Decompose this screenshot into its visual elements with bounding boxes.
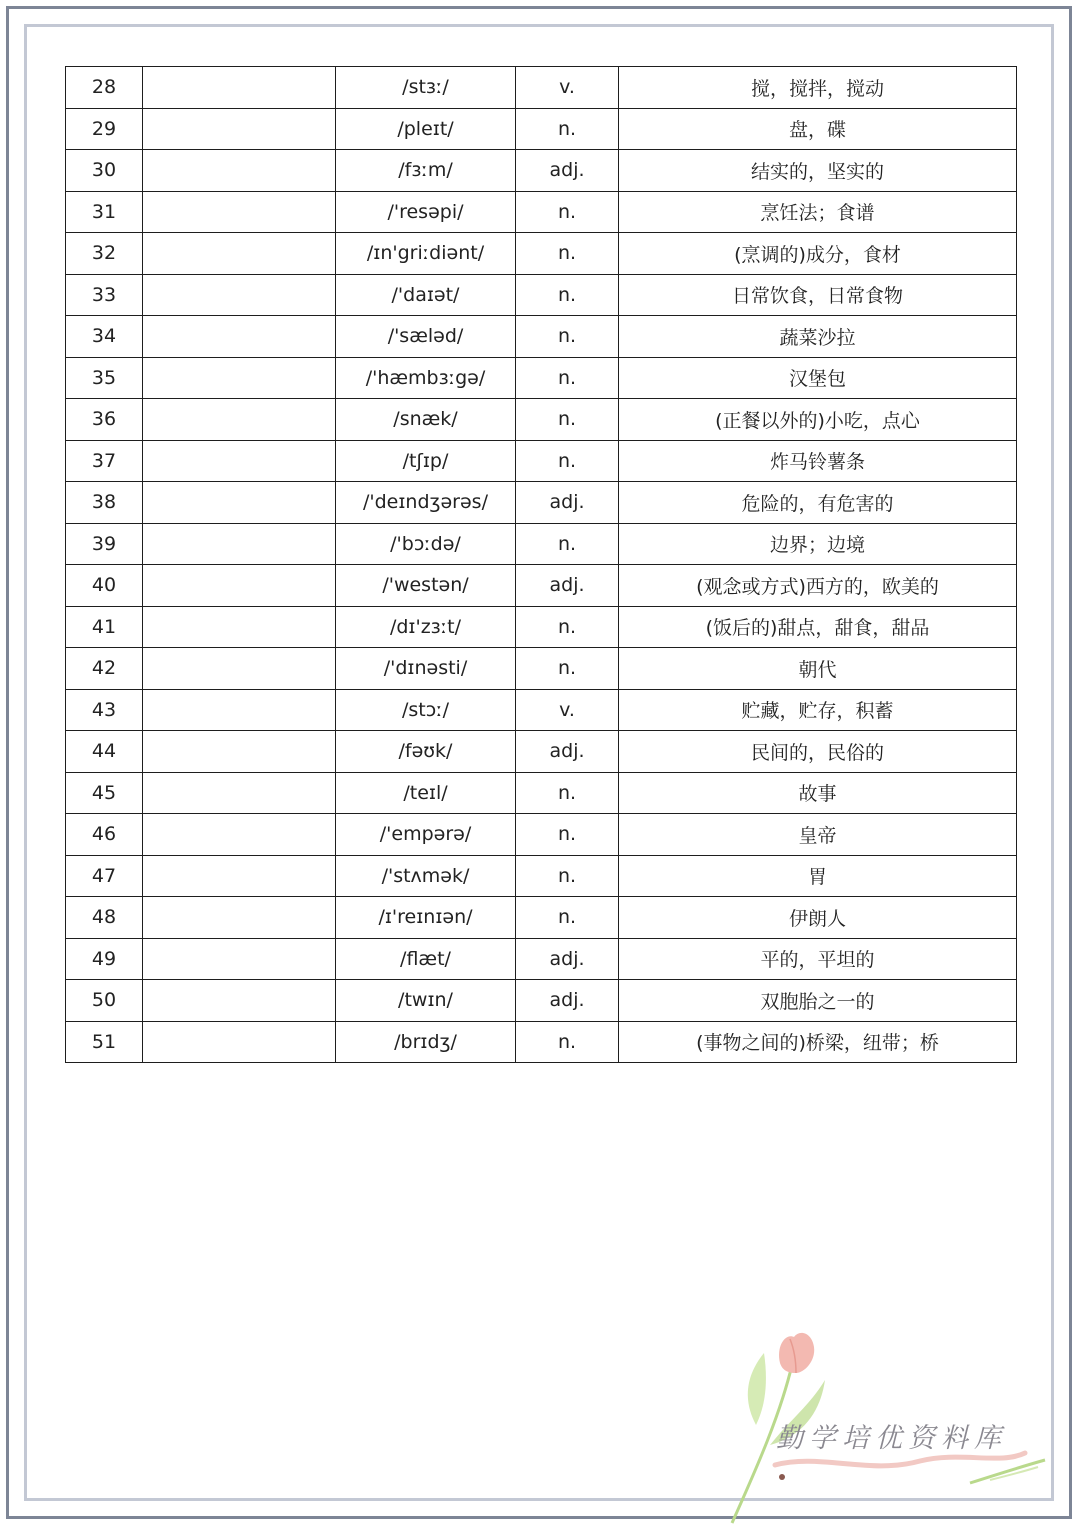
table-row bbox=[66, 399, 1017, 441]
row-number: 38 bbox=[66, 482, 143, 524]
row-number: 49 bbox=[66, 938, 143, 980]
watermark-text: 勤学培优资料库 bbox=[776, 1423, 1007, 1454]
table-row bbox=[66, 150, 1017, 192]
part-of-speech-cell: n. bbox=[516, 399, 619, 441]
meaning-cell: 搅，搅拌，搅动 bbox=[619, 67, 1017, 109]
phonetic-cell: /fɜːm/ bbox=[336, 150, 516, 192]
meaning-cell: 胃 bbox=[619, 855, 1017, 897]
phonetic-cell: /brɪdʒ/ bbox=[336, 1021, 516, 1063]
meaning-cell: (事物之间的)桥梁，纽带；桥 bbox=[619, 1021, 1017, 1063]
phonetic-cell: /pleɪt/ bbox=[336, 108, 516, 150]
row-number: 39 bbox=[66, 523, 143, 565]
word-cell bbox=[143, 108, 336, 150]
word-cell bbox=[143, 523, 336, 565]
meaning-cell: 边界；边境 bbox=[619, 523, 1017, 565]
table-row bbox=[66, 689, 1017, 731]
row-number: 44 bbox=[66, 731, 143, 773]
word-cell bbox=[143, 689, 336, 731]
table-row bbox=[66, 606, 1017, 648]
table-row bbox=[66, 897, 1017, 939]
vocabulary-table bbox=[65, 66, 1017, 1063]
table-row bbox=[66, 938, 1017, 980]
word-cell bbox=[143, 399, 336, 441]
table-row bbox=[66, 191, 1017, 233]
part-of-speech-cell: n. bbox=[516, 855, 619, 897]
phonetic-cell: /dɪ'zɜːt/ bbox=[336, 606, 516, 648]
row-number: 40 bbox=[66, 565, 143, 607]
table-row bbox=[66, 648, 1017, 690]
meaning-cell: (正餐以外的)小吃，点心 bbox=[619, 399, 1017, 441]
word-cell bbox=[143, 648, 336, 690]
phonetic-cell: /'westən/ bbox=[336, 565, 516, 607]
meaning-cell: 朝代 bbox=[619, 648, 1017, 690]
row-number: 30 bbox=[66, 150, 143, 192]
phonetic-cell: /stɜː/ bbox=[336, 67, 516, 109]
part-of-speech-cell: n. bbox=[516, 440, 619, 482]
table-row bbox=[66, 108, 1017, 150]
part-of-speech-cell: adj. bbox=[516, 565, 619, 607]
table-row bbox=[66, 440, 1017, 482]
table-row bbox=[66, 1021, 1017, 1063]
word-cell bbox=[143, 772, 336, 814]
table-row bbox=[66, 482, 1017, 524]
table-row bbox=[66, 814, 1017, 856]
row-number: 41 bbox=[66, 606, 143, 648]
phonetic-cell: /ɪ'reɪnɪən/ bbox=[336, 897, 516, 939]
part-of-speech-cell: n. bbox=[516, 191, 619, 233]
phonetic-cell: /'stʌmək/ bbox=[336, 855, 516, 897]
row-number: 50 bbox=[66, 980, 143, 1022]
row-number: 29 bbox=[66, 108, 143, 150]
table-row bbox=[66, 855, 1017, 897]
word-cell bbox=[143, 482, 336, 524]
part-of-speech-cell: n. bbox=[516, 316, 619, 358]
table-row bbox=[66, 233, 1017, 275]
meaning-cell: 双胞胎之一的 bbox=[619, 980, 1017, 1022]
table-row bbox=[66, 523, 1017, 565]
word-cell bbox=[143, 357, 336, 399]
phonetic-cell: /teɪl/ bbox=[336, 772, 516, 814]
table-row bbox=[66, 67, 1017, 109]
table-row bbox=[66, 316, 1017, 358]
row-number: 43 bbox=[66, 689, 143, 731]
meaning-cell: 危险的，有危害的 bbox=[619, 482, 1017, 524]
part-of-speech-cell: n. bbox=[516, 233, 619, 275]
phonetic-cell: /'resəpi/ bbox=[336, 191, 516, 233]
part-of-speech-cell: adj. bbox=[516, 980, 619, 1022]
row-number: 47 bbox=[66, 855, 143, 897]
part-of-speech-cell: n. bbox=[516, 648, 619, 690]
phonetic-cell: /'dɪnəsti/ bbox=[336, 648, 516, 690]
meaning-cell: (饭后的)甜点，甜食，甜品 bbox=[619, 606, 1017, 648]
word-cell bbox=[143, 606, 336, 648]
part-of-speech-cell: n. bbox=[516, 606, 619, 648]
word-cell bbox=[143, 233, 336, 275]
word-cell bbox=[143, 440, 336, 482]
word-cell bbox=[143, 274, 336, 316]
phonetic-cell: /stɔː/ bbox=[336, 689, 516, 731]
row-number: 34 bbox=[66, 316, 143, 358]
meaning-cell: 结实的，坚实的 bbox=[619, 150, 1017, 192]
row-number: 28 bbox=[66, 67, 143, 109]
row-number: 48 bbox=[66, 897, 143, 939]
row-number: 42 bbox=[66, 648, 143, 690]
word-cell bbox=[143, 855, 336, 897]
phonetic-cell: /'deɪndʒərəs/ bbox=[336, 482, 516, 524]
table-row bbox=[66, 274, 1017, 316]
meaning-cell: 民间的，民俗的 bbox=[619, 731, 1017, 773]
word-cell bbox=[143, 731, 336, 773]
part-of-speech-cell: n. bbox=[516, 274, 619, 316]
part-of-speech-cell: adj. bbox=[516, 731, 619, 773]
part-of-speech-cell: n. bbox=[516, 772, 619, 814]
meaning-cell: 故事 bbox=[619, 772, 1017, 814]
meaning-cell: 贮藏，贮存，积蓄 bbox=[619, 689, 1017, 731]
meaning-cell: 伊朗人 bbox=[619, 897, 1017, 939]
part-of-speech-cell: v. bbox=[516, 689, 619, 731]
part-of-speech-cell: n. bbox=[516, 108, 619, 150]
part-of-speech-cell: adj. bbox=[516, 938, 619, 980]
row-number: 36 bbox=[66, 399, 143, 441]
word-cell bbox=[143, 316, 336, 358]
part-of-speech-cell: n. bbox=[516, 523, 619, 565]
meaning-cell: 汉堡包 bbox=[619, 357, 1017, 399]
meaning-cell: 皇帝 bbox=[619, 814, 1017, 856]
row-number: 45 bbox=[66, 772, 143, 814]
word-cell bbox=[143, 980, 336, 1022]
phonetic-cell: /tʃɪp/ bbox=[336, 440, 516, 482]
table-row bbox=[66, 357, 1017, 399]
row-number: 35 bbox=[66, 357, 143, 399]
part-of-speech-cell: n. bbox=[516, 357, 619, 399]
part-of-speech-cell: adj. bbox=[516, 150, 619, 192]
meaning-cell: 平的，平坦的 bbox=[619, 938, 1017, 980]
word-cell bbox=[143, 1021, 336, 1063]
word-cell bbox=[143, 67, 336, 109]
row-number: 51 bbox=[66, 1021, 143, 1063]
part-of-speech-cell: adj. bbox=[516, 482, 619, 524]
word-cell bbox=[143, 897, 336, 939]
meaning-cell: 盘，碟 bbox=[619, 108, 1017, 150]
word-cell bbox=[143, 150, 336, 192]
part-of-speech-cell: n. bbox=[516, 897, 619, 939]
word-cell bbox=[143, 565, 336, 607]
meaning-cell: (烹调的)成分，食材 bbox=[619, 233, 1017, 275]
phonetic-cell: /'daɪət/ bbox=[336, 274, 516, 316]
phonetic-cell: /snæk/ bbox=[336, 399, 516, 441]
phonetic-cell: /'empərə/ bbox=[336, 814, 516, 856]
table-row bbox=[66, 731, 1017, 773]
phonetic-cell: /'sæləd/ bbox=[336, 316, 516, 358]
meaning-cell: 日常饮食，日常食物 bbox=[619, 274, 1017, 316]
meaning-cell: (观念或方式)西方的，欧美的 bbox=[619, 565, 1017, 607]
row-number: 31 bbox=[66, 191, 143, 233]
meaning-cell: 蔬菜沙拉 bbox=[619, 316, 1017, 358]
phonetic-cell: /'bɔːdə/ bbox=[336, 523, 516, 565]
word-cell bbox=[143, 814, 336, 856]
table-row bbox=[66, 980, 1017, 1022]
word-cell bbox=[143, 938, 336, 980]
row-number: 46 bbox=[66, 814, 143, 856]
row-number: 32 bbox=[66, 233, 143, 275]
meaning-cell: 炸马铃薯条 bbox=[619, 440, 1017, 482]
phonetic-cell: /twɪn/ bbox=[336, 980, 516, 1022]
vocabulary-table-body bbox=[66, 67, 1017, 1063]
row-number: 37 bbox=[66, 440, 143, 482]
part-of-speech-cell: n. bbox=[516, 814, 619, 856]
word-cell bbox=[143, 191, 336, 233]
table-row bbox=[66, 565, 1017, 607]
meaning-cell: 烹饪法；食谱 bbox=[619, 191, 1017, 233]
table-row bbox=[66, 772, 1017, 814]
part-of-speech-cell: v. bbox=[516, 67, 619, 109]
part-of-speech-cell: n. bbox=[516, 1021, 619, 1063]
phonetic-cell: /ɪn'griːdiənt/ bbox=[336, 233, 516, 275]
row-number: 33 bbox=[66, 274, 143, 316]
phonetic-cell: /fəʊk/ bbox=[336, 731, 516, 773]
phonetic-cell: /'hæmbɜːgə/ bbox=[336, 357, 516, 399]
phonetic-cell: /flæt/ bbox=[336, 938, 516, 980]
